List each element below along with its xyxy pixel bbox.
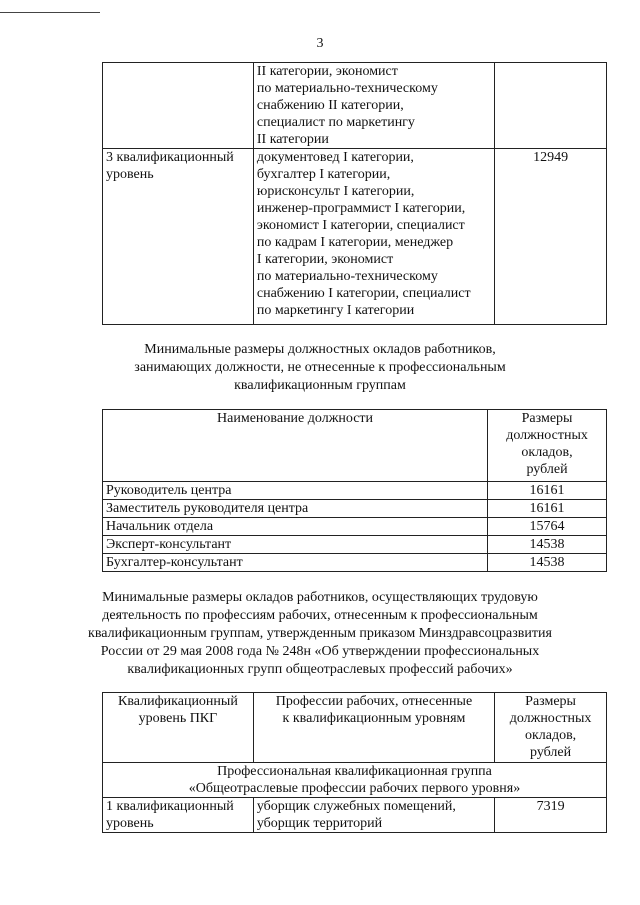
column-header-profession: Профессии рабочих, отнесенные к квалификационным уровням [253, 693, 494, 763]
column-header-name: Наименование должности [103, 410, 488, 482]
section-heading-3: Минимальные размеры окладов работников, осуществляющих трудовую деятельность по профессиям рабочих, отнесенным к профессиональным квалификационным группам, утвержденным приказом Минздравсоцразвития России от 29 мая 2008 года № 248н «Об утверждении профессиональных квалификационных групп общеотраслевых профессий рабочих» [88, 590, 552, 677]
position-name: Бухгалтер-консультант [103, 554, 488, 572]
column-header-salary: Размеры должностных окладов, рублей [488, 410, 607, 482]
table-row [103, 518, 607, 536]
level-cell: 3 квалификационный уровень [103, 149, 254, 325]
group-title: Профессиональная квалификационная группа «Общеотраслевые профессии рабочих первого уровня» [103, 763, 607, 798]
position-salary: 16161 [488, 482, 607, 500]
position-salary: 14538 [488, 554, 607, 572]
table-row [103, 536, 607, 554]
level-cell: 1 квалификационный уровень [103, 798, 254, 833]
table-row [103, 149, 607, 325]
positions-cell: документовед I категории, бухгалтер I категории, юрисконсульт I категории, инженер-программист I категории, экономист I категории, специалист по кадрам I категории, менеджер I категории, экономист по материально-техническому снабжению I категории, специалист по маркетингу I категории [253, 149, 494, 325]
position-salary: 16161 [488, 500, 607, 518]
table-row [103, 482, 607, 500]
worker-professions-table [102, 692, 607, 833]
level-cell [103, 63, 254, 149]
position-name: Начальник отдела [103, 518, 488, 536]
table-row [103, 500, 607, 518]
position-name: Руководитель центра [103, 482, 488, 500]
position-salary: 15764 [488, 518, 607, 536]
group-title-row [103, 763, 607, 798]
table-header-row [103, 410, 607, 482]
salary-cell [495, 63, 607, 149]
positions-salary-table [102, 409, 607, 572]
page-number: 3 [316, 36, 324, 51]
positions-cell: II категории, экономист по материально-техническому снабжению II категории, специалист по маркетингу II категории [253, 63, 494, 149]
column-header-salary: Размеры должностных окладов, рублей [495, 693, 607, 763]
salary-cell: 7319 [495, 798, 607, 833]
table-row [103, 798, 607, 833]
table-row [103, 554, 607, 572]
position-salary: 14538 [488, 536, 607, 554]
qualification-table-continued [102, 62, 607, 325]
position-name: Заместитель руководителя центра [103, 500, 488, 518]
section-heading-2: Минимальные размеры должностных окладов работников, занимающих должности, не отнесенные к профессиональным квалификационным группам [134, 342, 506, 393]
profession-cell: уборщик служебных помещений, уборщик территорий [253, 798, 494, 833]
corner-mark [0, 0, 100, 13]
table-row [103, 63, 607, 149]
salary-cell: 12949 [495, 149, 607, 325]
column-header-level: Квалификационный уровень ПКГ [103, 693, 254, 763]
table-header-row [103, 693, 607, 763]
position-name: Эксперт-консультант [103, 536, 488, 554]
